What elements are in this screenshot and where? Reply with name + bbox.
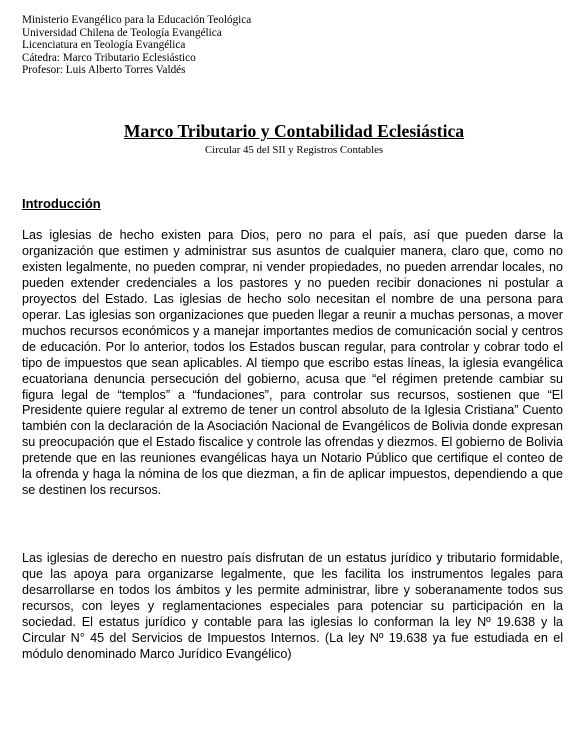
paragraph-iglesias-de-derecho: Las iglesias de derecho en nuestro país disfrutan de un estatus jurídico y tributario formidable, que las apoya para organizarse legalmente, que les facilita los instrumentos legales para desarrollarse en todos los ámbitos y les permite administrar, libre y soberanamente todos sus recursos, con leyes y reglamentaciones especiales para potenciar su participación en la sociedad. El estatus jurídico y contable para las iglesias lo conforman la ley Nº 19.638 y la Circular N° 45 del Servicios de Impuestos Internos. (La ley Nº 19.638 ya fue estudiada en el módulo denominado Marco Jurídico Evangélico) — [22, 551, 563, 661]
institution-header — [22, 14, 251, 77]
degree-line: Licenciatura en Teología Evangélica — [22, 39, 186, 52]
document-title: Marco Tributario y Contabilidad Eclesiástica — [123, 121, 465, 141]
section-heading-introduccion: Introducción — [22, 196, 101, 211]
paragraph-iglesias-de-hecho: Las iglesias de hecho existen para Dios, pero no para el país, así que pueden darse la organización que estimen y administrar sus asuntos de cualquier manera, claro que, como no existen legalmente, no pueden comprar, ni vender propiedades, no pueden arrendar locales, no pueden extender credenciales a los pastores y no pueden recibir donaciones ni postular a proyectos del Estado. Las iglesias de hecho solo necesitan el nombre de una persona para operar. Las iglesias son organizaciones que pueden llegar a reunir a muchas personas, a mover muchos recursos económicos y a manejar importantes medios de comunicación social y centros de educación. Por lo anterior, todos los Estados buscan regular, para controlar y cobrar todo el tipo de impuestos que sean aplicables. Al tiempo que escribo estas líneas, la iglesia evangélica ecuatoriana denuncia persecución del gobierno, acusa que “el régimen pretende cambiar su figura legal de “templos” a “fundaciones”, para controlar sus recursos, sostienen que “El Presidente quiere regular al extremo de tener un control absoluto de la Iglesia Cristiana” Cuento también con la declaración de la Asociación Nacional de Evangélicos de Bolivia donde expresan su preocupación que el Estado fiscalice y controle las ofrendas y diezmos. El gobierno de Bolivia pretende que en las reuniones evangélicas haya un Notario Público que certifique el conteo de la ofrenda y haga la nómina de los que diezman, a fin de aplicar impuestos, dependiendo a que se destinen los recursos. — [22, 228, 563, 498]
ministry-line: Ministerio Evangélico para la Educación Teológica — [22, 14, 252, 26]
document-subtitle: Circular 45 del SII y Registros Contables — [204, 144, 384, 156]
university-line: Universidad Chilena de Teología Evangélica — [22, 26, 222, 39]
professor-line: Profesor: Luis Alberto Torres Valdés — [22, 64, 186, 77]
course-line: Cátedra: Marco Tributario Eclesiástico — [22, 51, 196, 64]
